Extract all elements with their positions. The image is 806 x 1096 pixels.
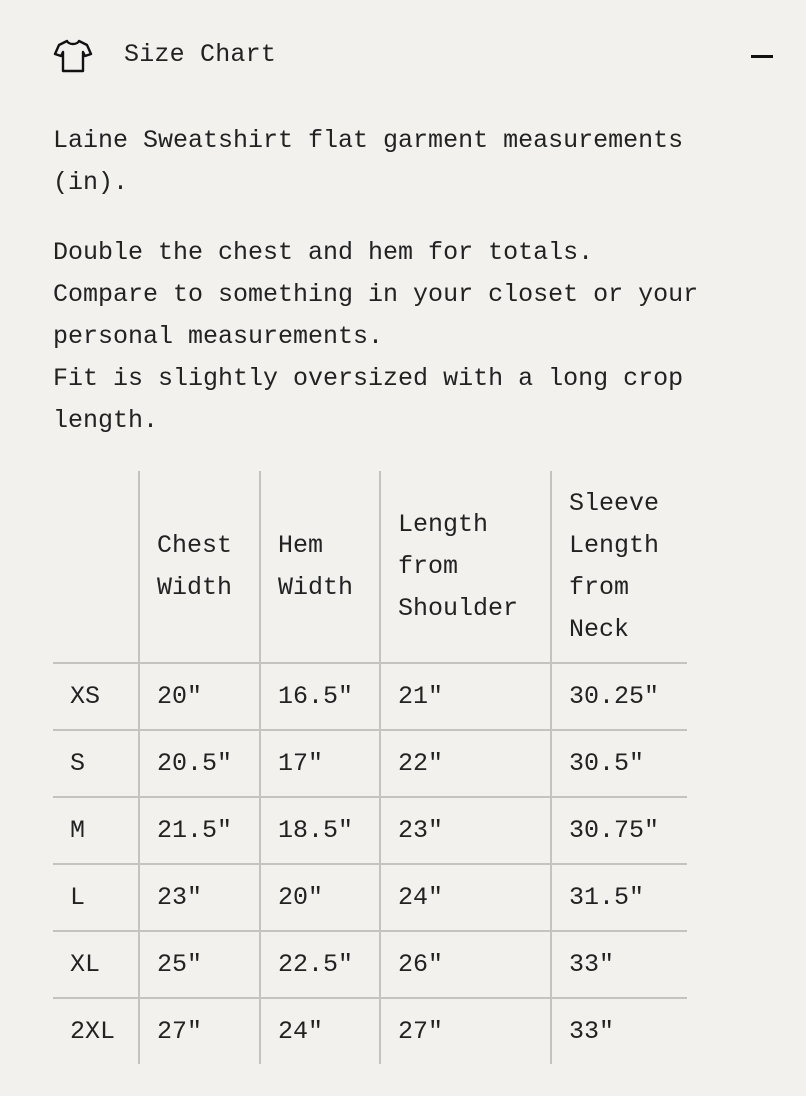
table-row [53,797,687,864]
table-header-row [53,471,687,663]
table-cell: 18.5" [260,797,380,864]
table-cell: 21.5" [139,797,260,864]
column-header-hem-width: Hem Width [260,471,380,663]
table-cell: 20" [260,864,380,931]
table-cell: 20" [139,663,260,730]
size-label: M [53,797,139,864]
table-cell: 25" [139,931,260,998]
table-cell: 20.5" [139,730,260,797]
table-cell: 24" [380,864,551,931]
column-header-sleeve-length: Sleeve Length from Neck [551,471,687,663]
table-cell: 30.25" [551,663,687,730]
column-header-chest-width: Chest Width [139,471,260,663]
table-cell: 21" [380,663,551,730]
table-cell: 17" [260,730,380,797]
table-row [53,730,687,797]
table-row [53,931,687,998]
table-cell: 23" [139,864,260,931]
size-chart-title: Size Chart [124,40,277,69]
size-table [53,471,687,1064]
table-cell: 30.75" [551,797,687,864]
table-cell: 27" [380,998,551,1064]
size-label: S [53,730,139,797]
size-label: 2XL [53,998,139,1064]
measurements-intro: Laine Sweatshirt flat garment measurements (in). [53,126,684,197]
minus-icon [751,55,773,58]
table-row [53,663,687,730]
table-row [53,998,687,1064]
table-cell: 31.5" [551,864,687,931]
column-header-length-from-shoulder: Length from Shoulder [380,471,551,663]
size-label: XL [53,931,139,998]
table-cell: 22.5" [260,931,380,998]
collapse-button[interactable] [744,42,780,72]
table-cell: 23" [380,797,551,864]
size-chart-header[interactable] [0,0,806,110]
table-cell: 24" [260,998,380,1064]
compare-note: Compare to something in your closet or your personal measurements. [53,280,699,351]
size-chart-description [53,120,773,442]
table-cell: 27" [139,998,260,1064]
column-header-size [53,471,139,663]
table-cell: 30.5" [551,730,687,797]
table-row [53,864,687,931]
table-cell: 16.5" [260,663,380,730]
double-note: Double the chest and hem for totals. [53,238,594,267]
table-cell: 33" [551,931,687,998]
table-cell: 22" [380,730,551,797]
t-shirt-icon [53,38,93,74]
fit-note: Fit is slightly oversized with a long crop length. [53,364,684,435]
size-label: XS [53,663,139,730]
table-cell: 33" [551,998,687,1064]
table-cell: 26" [380,931,551,998]
size-label: L [53,864,139,931]
